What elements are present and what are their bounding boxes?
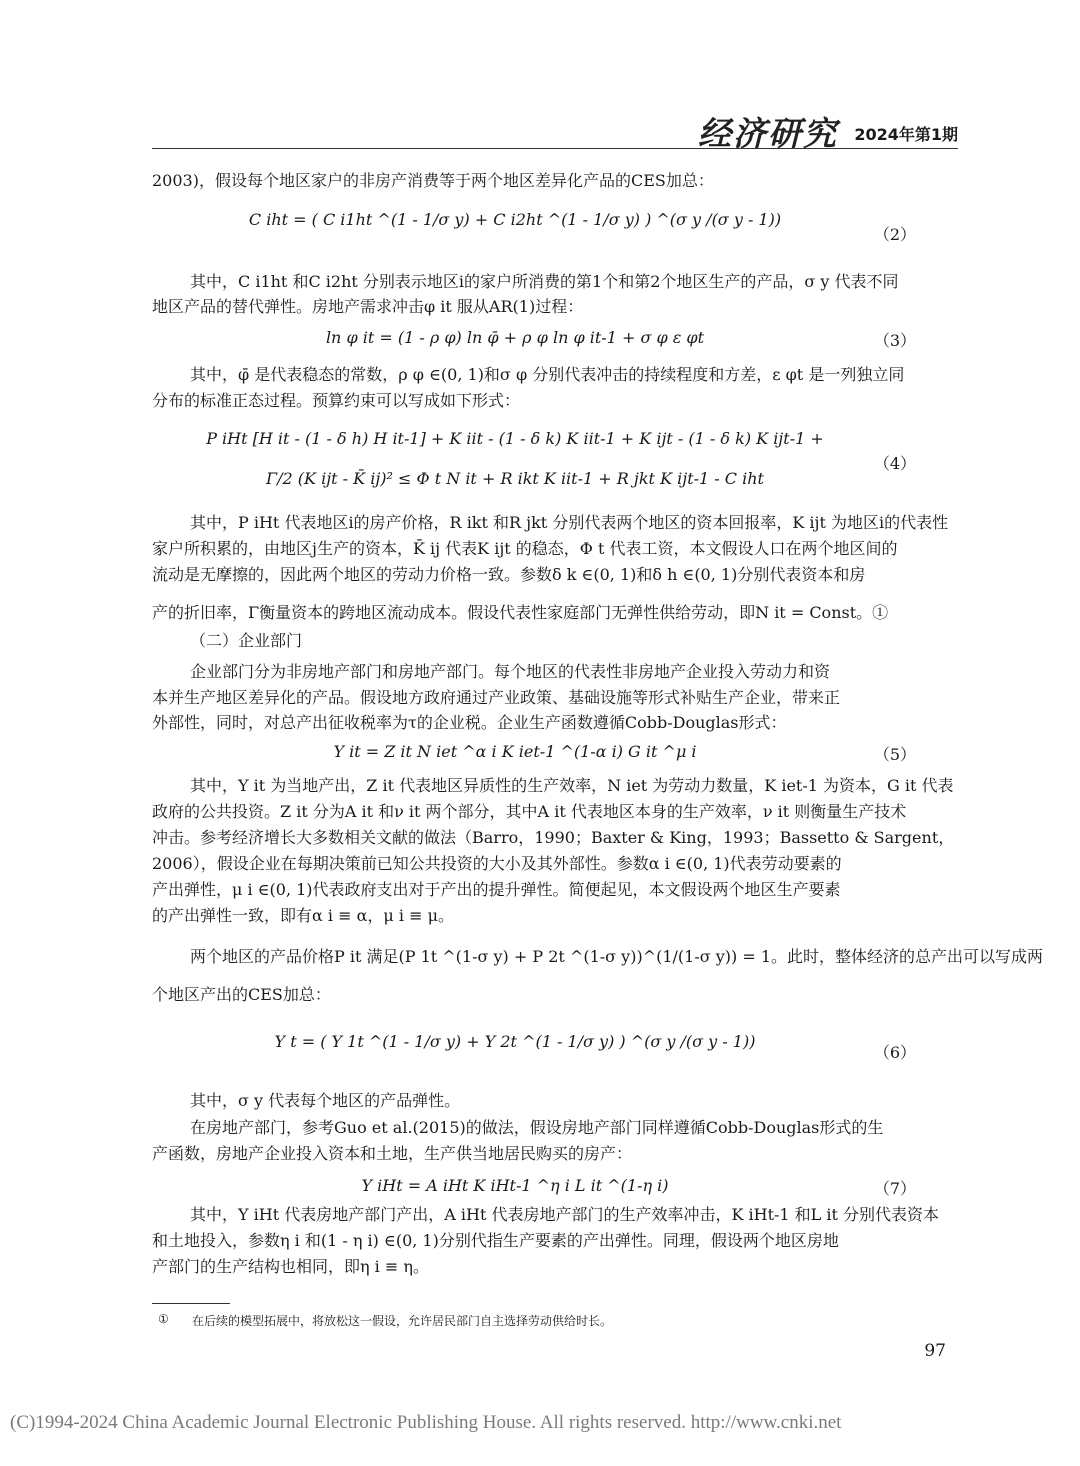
- text-line: 产出弹性，μ i ∈(0, 1)代表政府支出对于产出的提升弹性。简便起见，本文假设两个地区生产要素: [152, 880, 841, 899]
- text-line: 产的折旧率，Γ衡量资本的跨地区流动成本。假设代表性家庭部门无弹性供给劳动，即N it = Const。①: [152, 603, 889, 622]
- equation-2: [152, 210, 958, 254]
- text-line: 其中，φ̄ 是代表稳态的常数，ρ φ ∈(0, 1)和σ φ 分别代表冲击的持续程度和方差，ε φt 是一列独立同: [190, 365, 905, 384]
- equation-number: （6）: [873, 1043, 916, 1062]
- text-line: 产部门的生产结构也相同，即η i ≡ η。: [152, 1257, 429, 1276]
- text-line: 企业部门分为非房地产部门和房地产部门。每个地区的代表性非房地产企业投入劳动力和资: [190, 662, 831, 681]
- text-line: 其中，Y it 为当地产出，Z it 代表地区异质性的生产效率，N iet 为劳动力数量，K iet-1 为资本，G it 代表: [190, 776, 954, 795]
- equation-body: ln φ it = (1 - ρ φ) ln φ̄ + ρ φ ln φ it-1 + σ φ ε φt: [325, 328, 705, 347]
- text-line: 个地区产出的CES加总：: [152, 985, 331, 1004]
- text-line: 本并生产地区差异化的产品。假设地方政府通过产业政策、基础设施等形式补贴生产企业，带来正: [152, 688, 841, 707]
- equation-body: Y iHt = A iHt K iHt-1 ^η i L it ^(1-η i): [361, 1176, 669, 1195]
- equation-4: [152, 425, 958, 495]
- section-heading: （二）企业部门: [190, 631, 303, 650]
- equation-number: （5）: [873, 745, 916, 764]
- text-line: 在房地产部门，参考Guo et al.(2015)的做法，假设房地产部门同样遵循Cobb-Douglas形式的生: [190, 1118, 884, 1137]
- equation-number: （7）: [873, 1179, 916, 1198]
- text-line: 2003)，假设每个地区家户的非房产消费等于两个地区差异化产品的CES加总：: [152, 171, 714, 190]
- footnote-rule: [152, 1303, 230, 1304]
- text-line: 其中，C i1ht 和C i2ht 分别表示地区i的家户所消费的第1个和第2个地区生产的产品，σ y 代表不同: [190, 272, 899, 291]
- issue-label: 2024年第1期: [854, 125, 958, 144]
- text-line: 和土地投入，参数η i 和(1 - η i) ∈(0, 1)分别代指生产要素的产出弹性。同理，假设两个地区房地: [152, 1231, 839, 1250]
- equation-body: C iht = ( C i1ht ^(1 - 1/σ y) + C i2ht ^(1 - 1/σ y) ) ^(σ y /(σ y - 1)): [248, 210, 782, 229]
- text-line: 家户所积累的，由地区j生产的资本，K̄ ij 代表K ijt 的稳态，Φ t 代表工资，本文假设人口在两个地区间的: [152, 539, 898, 558]
- footnote-text: 在后续的模型拓展中，将放松这一假设，允许居民部门自主选择劳动供给时长。: [192, 1314, 613, 1328]
- footnote-mark: ①: [158, 1312, 169, 1326]
- equation-6: [152, 1032, 958, 1076]
- text-line: 产函数，房地产企业投入资本和土地，生产供当地居民购买的房产：: [152, 1144, 633, 1163]
- equation-body: Y it = Z it N iet ^α i K iet-1 ^(1-α i) G it ^μ i: [333, 742, 697, 761]
- text-line: 其中，σ y 代表每个地区的产品弹性。: [190, 1091, 461, 1110]
- copyright-notice: (C)1994-2024 China Academic Journal Electronic Publishing House. All rights reserved. http://www.cnki.net: [10, 1412, 842, 1433]
- text-line: 两个地区的产品价格P it 满足(P 1t ^(1-σ y) + P 2t ^(1-σ y))^(1/(1-σ y)) = 1。此时，整体经济的总产出可以写成两: [190, 947, 1044, 966]
- header-rule: [152, 148, 958, 149]
- equation-body-line-2: Γ/2 (K ijt - K̄ ij)² ≤ Φ t N it + R ikt K iit-1 + R jkt K ijt-1 - C iht: [266, 469, 764, 488]
- equation-body: Y t = ( Y 1t ^(1 - 1/σ y) + Y 2t ^(1 - 1/σ y) ) ^(σ y /(σ y - 1)): [274, 1032, 756, 1051]
- page-number: 97: [924, 1341, 946, 1361]
- equation-number: （4）: [873, 454, 916, 473]
- text-line: 外部性，同时，对总产出征收税率为τ的企业税。企业生产函数遵循Cobb-Douglas形式：: [152, 713, 787, 732]
- journal-logo: 经济研究: [698, 114, 838, 153]
- equation-body-line-1: P iHt [H it - (1 - δ h) H it-1] + K iit - (1 - δ k) K iit-1 + K ijt - (1 - δ k) K ijt-1 +: [206, 429, 824, 448]
- text-line: 冲击。参考经济增长大多数相关文献的做法（Barro，1990；Baxter & King，1993；Bassetto & Sargent，: [152, 828, 955, 847]
- text-line: 分布的标准正态过程。预算约束可以写成如下形式：: [152, 391, 521, 410]
- running-header: [152, 108, 958, 153]
- equation-number: （3）: [873, 331, 916, 350]
- equation-number: （2）: [873, 225, 916, 244]
- text-line: 流动是无摩擦的，因此两个地区的劳动力价格一致。参数δ k ∈(0, 1)和δ h ∈(0, 1)分别代表资本和房: [152, 565, 866, 584]
- text-line: 政府的公共投资。Z it 分为A it 和ν it 两个部分，其中A it 代表地区本身的生产效率，ν it 则衡量生产技术: [152, 802, 907, 821]
- text-line: 其中，Y iHt 代表房地产部门产出，A iHt 代表房地产部门的生产效率冲击，K iHt-1 和L it 分别代表资本: [190, 1205, 940, 1224]
- text-line: 地区产品的替代弹性。房地产需求冲击φ it 服从AR(1)过程：: [152, 297, 584, 316]
- text-line: 的产出弹性一致，即有α i ≡ α，μ i ≡ μ。: [152, 906, 454, 925]
- text-line: 2006），假设企业在每期决策前已知公共投资的大小及其外部性。参数α i ∈(0, 1)代表劳动要素的: [152, 854, 842, 873]
- text-line: 其中，P iHt 代表地区i的房产价格，R ikt 和R jkt 分别代表两个地区的资本回报率，K ijt 为地区i的代表性: [190, 513, 949, 532]
